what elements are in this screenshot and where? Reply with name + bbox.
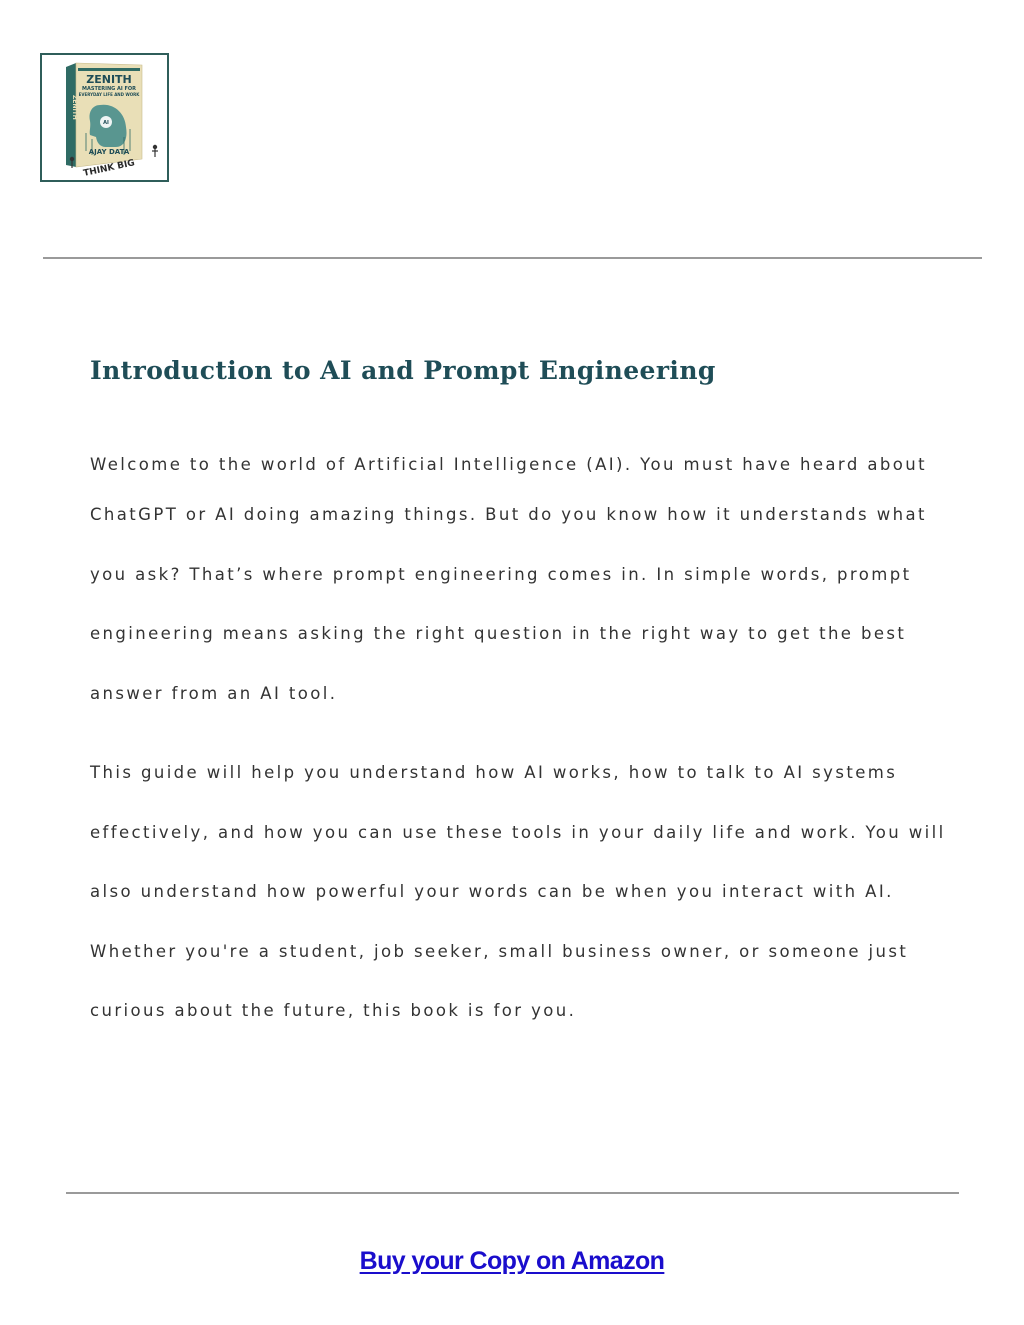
paragraph-line: engineering means asking the right question in the right way to get the best: [90, 624, 907, 643]
cover-ai-badge: AI: [103, 120, 109, 126]
cover-author: AJAY DATA: [88, 148, 130, 156]
paragraph-line: This guide will help you understand how AI works, how to talk to AI systems: [90, 763, 898, 782]
paragraph-line: answer from an AI tool.: [90, 683, 338, 703]
cover-spine-title: ZENITH: [71, 95, 78, 120]
paragraph-line: Welcome to the world of Artificial Intelligence (AI). You must have heard about: [90, 455, 927, 474]
paragraph-line: Whether you're a student, job seeker, small business owner, or someone just: [90, 941, 909, 961]
cover-subtitle-line2: EVERYDAY LIFE AND WORK: [78, 92, 140, 97]
section-heading: Introduction to AI and Prompt Engineering: [90, 356, 716, 385]
paragraph-line: also understand how powerful your words can be when you interact with AI.: [90, 882, 894, 901]
paragraph-line: effectively, and how you can use these tools in your daily life and work. You will: [90, 822, 946, 842]
cover-subtitle-line1: MASTERING AI FOR: [82, 86, 136, 92]
paragraph-line: curious about the future, this book is for you.: [90, 1001, 577, 1020]
paragraph-line: ChatGPT or AI doing amazing things. But do you know how it understands what: [90, 505, 927, 524]
guide-paragraph: [90, 759, 970, 1057]
book-cover-illustration: [42, 55, 167, 180]
intro-paragraph: [90, 451, 970, 739]
amazon-link-container: [0, 1247, 1024, 1276]
top-divider: [43, 257, 982, 259]
buy-on-amazon-link[interactable]: Buy your Copy on Amazon: [359, 1247, 665, 1275]
book-cover-image: [40, 53, 169, 182]
paragraph-line: you ask? That’s where prompt engineering comes in. In simple words, prompt: [90, 564, 912, 584]
cover-title: ZENITH: [86, 73, 132, 86]
bottom-divider: [66, 1192, 959, 1194]
publisher-logo: THINK BIG: [82, 158, 136, 179]
cover-band: [78, 68, 140, 71]
